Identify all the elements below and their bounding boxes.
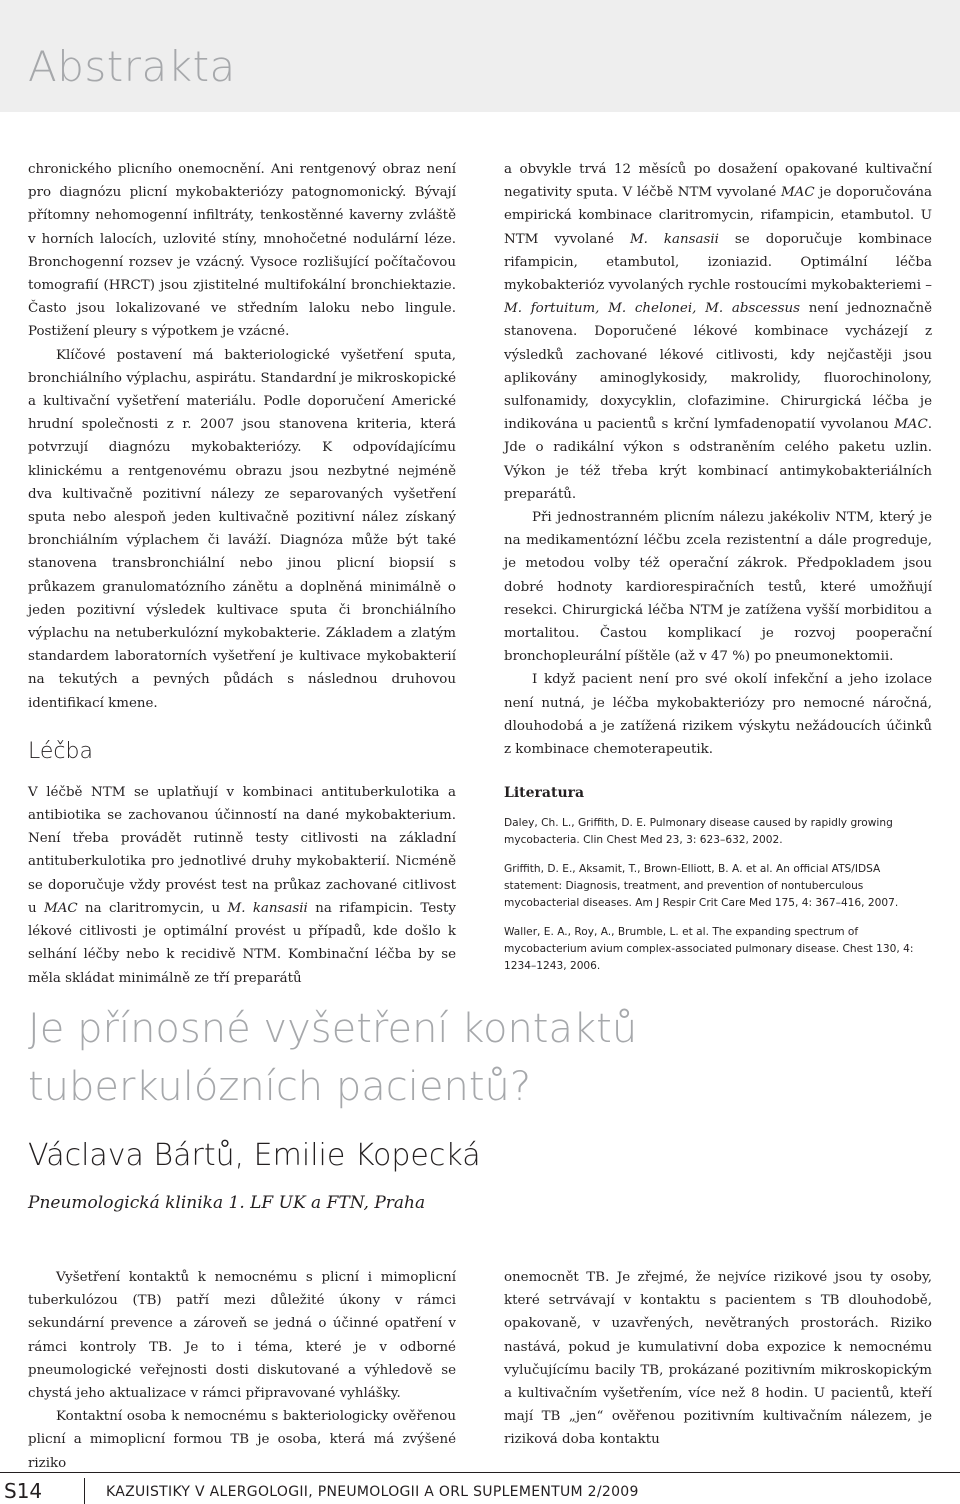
reference-item: Daley, Ch. L., Griffith, D. E. Pulmonary disease caused by rapidly growing mycobacteria. Clin Chest Med 23, 3: 623–632, 2002. — [504, 817, 893, 847]
header-banner — [0, 0, 960, 112]
reference-list — [504, 815, 932, 975]
page-footer — [0, 1478, 960, 1504]
paragraph-conclusion: I když pacient není pro své okolí infekční a jeho izolace není nutná, je léčba mykobakteriózy pro nemocné náročná, dlouhodobá a je zatížená rizikem výskytu nežádoucích účinků z kombinace chemoterapeutik. — [504, 672, 932, 758]
article-affiliation: Pneumologická klinika 1. LF UK a FTN, Praha — [28, 1193, 426, 1213]
journal-name: KAZUISTIKY V ALERGOLOGII, PNEUMOLOGII A ORL SUPLEMENTUM 2/2009 — [106, 1484, 639, 1500]
footer-divider — [0, 1472, 960, 1473]
paragraph-contact-definition: Kontaktní osoba k nemocnému s bakteriologicky ověřenou plicní a mimoplicní formou TB je osoba, která má zvýšené riziko — [28, 1409, 456, 1471]
article-authors: Václava Bártů, Emilie Kopecká — [28, 1138, 481, 1173]
reference-item: Griffith, D. E., Aksamit, T., Brown-Elliott, B. A. et al. An official ATS/IDSA statement: Diagnosis, treatment, and prevention of nontuberculous mycobacterial diseases. Am J Respir Crit Care Med 175, 4: 367–416, 2007. — [504, 863, 899, 910]
footer-separator — [84, 1478, 85, 1504]
column-right-bottom — [504, 1266, 932, 1452]
paragraph-bacteriology: Klíčové postavení má bakteriologické vyšetření sputa, bronchiálního výplachu, aspirátu. Standardní je mikroskopické a kultivační vyšetření materiálu. Podle doporučení Americké hrudní společnosti z r. 2007 jsou stanovena kriteria, která potvrzují diagnózu mykobakteriózy. K odpovídajícímu klinickému a rentgenovému obrazu jsou nezbytné nejméně dva kultivačně pozitivní nálezy ze separovaných vyšetření sputa nebo alespoň jeden kultivačně pozitivní nález získaný bronchiálním výplachem či laváží. Diagnóza může být také stanovena transbronchiální nebo jinou plicní biopsií s průkazem granulomatózního zánětu a doplněná minimálně o jeden pozitivní výsledek kultivace sputa či bronchiálního výplachu na netuberkulózní mykobakterie. Základem a zlatým standardem laboratorních vyšetření je kultivace mykobakterií na tekutých a pevných půdách s následnou druhovou identifikací kmene. — [28, 347, 456, 711]
reference-item: Waller, E. A., Roy, A., Brumble, L. et al. The expanding spectrum of mycobacterium avium complex-associated pulmonary disease. Chest 130, 4: 1234–1243, 2006. — [504, 926, 914, 973]
paragraph-treatment: V léčbě NTM se uplatňují v kombinaci antituberkulotika a antibiotika se zachovanou účinností na dané mykobakterium. Není třeba provádět rutinně testy citlivosti na základní antituberkulotika pro jednotlivé druhy mykobakterií. Nicméně se doporučuje vždy provést test na průkaz zachované citlivost u MAC na claritromycin, u M. kansasii na rifampicin. Testy lékové citlivosti je optimální provést u případů, kde došlo k selhání léčby nebo k recidivě NTM. Kombinační léčba by se měla skládat minimálně ze tří preparátů — [28, 784, 456, 986]
paragraph-risk: onemocnět TB. Je zřejmé, že nejvíce rizikové jsou ty osoby, které setrvávají v kontaktu s pacientem s TB dlouhodobě, opakovaně, v uzavřených, nevětraných prostorách. Riziko nastává, pokud je kumulativní doba expozice k nemocnému vylučujícímu bacily TB, prokázané pozitivním mikroskopickým a kultivačním vyšetřením, více než 8 hodin. U pacientů, kteří mají TB „jen“ ověřenou pozitivním kultivačním nálezem, je riziková doba kontaktu — [504, 1270, 932, 1448]
heading-literatura: Literatura — [504, 785, 585, 802]
paragraph-contacts-intro: Vyšetření kontaktů k nemocnému s plicní i mimoplicní tuberkulózou (TB) patří mezi důležité úkony v rámci sekundární prevence a zároveň se jedná o účinné opatření v rámci kontroly TB. Je to i téma, které je v odborné pneumologické veřejnosti dosti diskutované a výhledově se chystá jeho aktualizace v rámci připravované vyhlášky. — [28, 1270, 456, 1402]
heading-lecba: Léčba — [28, 738, 93, 764]
article-title-line: tuberkulózních pacientů? — [28, 1064, 532, 1110]
column-left-top — [28, 158, 456, 990]
paragraph-diagnostics-imaging: chronického plicního onemocnění. Ani rentgenový obraz není pro diagnózu plicní mykobakteriózy patognomonický. Bývají přítomny nehomogenní infiltráty, tenkostěnné kaverny zvláště v horních lalocích, uzlovité stíny, mnohočetné nodulární léze. Bronchogenní rozsev je vzácný. Vysoce rozlišující počítačovou tomografií (HRCT) jsou zjistitelné multifokální bronchiektazie. Často jsou lokalizované ve středním laloku nebo lingule. Postižení pleury s výpotkem je vzácné. — [28, 162, 456, 340]
column-left-bottom — [28, 1266, 456, 1475]
article-title — [28, 1000, 928, 1116]
paragraph-surgery: Při jednostranném plicním nálezu jakékoliv NTM, který je na medikamentózní léčbu zcela rezistentní a dále progreduje, je metodou volby též operační zákrok. Předpokladem jsou dobré hodnoty kardiorespiračních testů, které umožňují resekci. Chirurgická léčba NTM je zatížena vyšší morbiditou a mortalitou. Častou komplikací je rozvoj pooperační bronchopleurální píštěle (až v 47 %) po pneumonektomii. — [504, 510, 932, 665]
column-right-top — [504, 158, 932, 987]
section-title: Abstrakta — [28, 42, 236, 91]
page-number: S14 — [4, 1479, 43, 1503]
paragraph-treatment-continued: a obvykle trvá 12 měsíců po dosažení opakované kultivační negativity sputa. V léčbě NTM vyvolané MAC je doporučována empirická kombinace claritromycin, rifampicin, etambutol. U NTM vyvolané M. kansasii se doporučuje kombinace rifampicin, etambutol, izoniazid. Optimální léčba mykobakterióz vyvolaných rychle rostoucími mykobakteriemi – M. fortuitum, M. chelonei, M. abscessus není jednoznačně stanovena. Doporučené lékové kombinace vycházejí z výsledků zachované lékové citlivosti, kdy nejčastěji jsou aplikovány aminoglykosidy, makrolidy, fluorochinolony, sulfonamidy, doxycyklin, clofazimine. Chirurgická léčba je indikována u pacientů s krční lymfadenopatií vyvolanou MAC. Jde o radikální výkon s odstraněním celého paketu uzlin. Výkon je též třeba krýt kombinací antimykobakteriálních preparátů. — [504, 162, 932, 502]
article-title-line: Je přínosné vyšetření kontaktů — [28, 1006, 638, 1052]
